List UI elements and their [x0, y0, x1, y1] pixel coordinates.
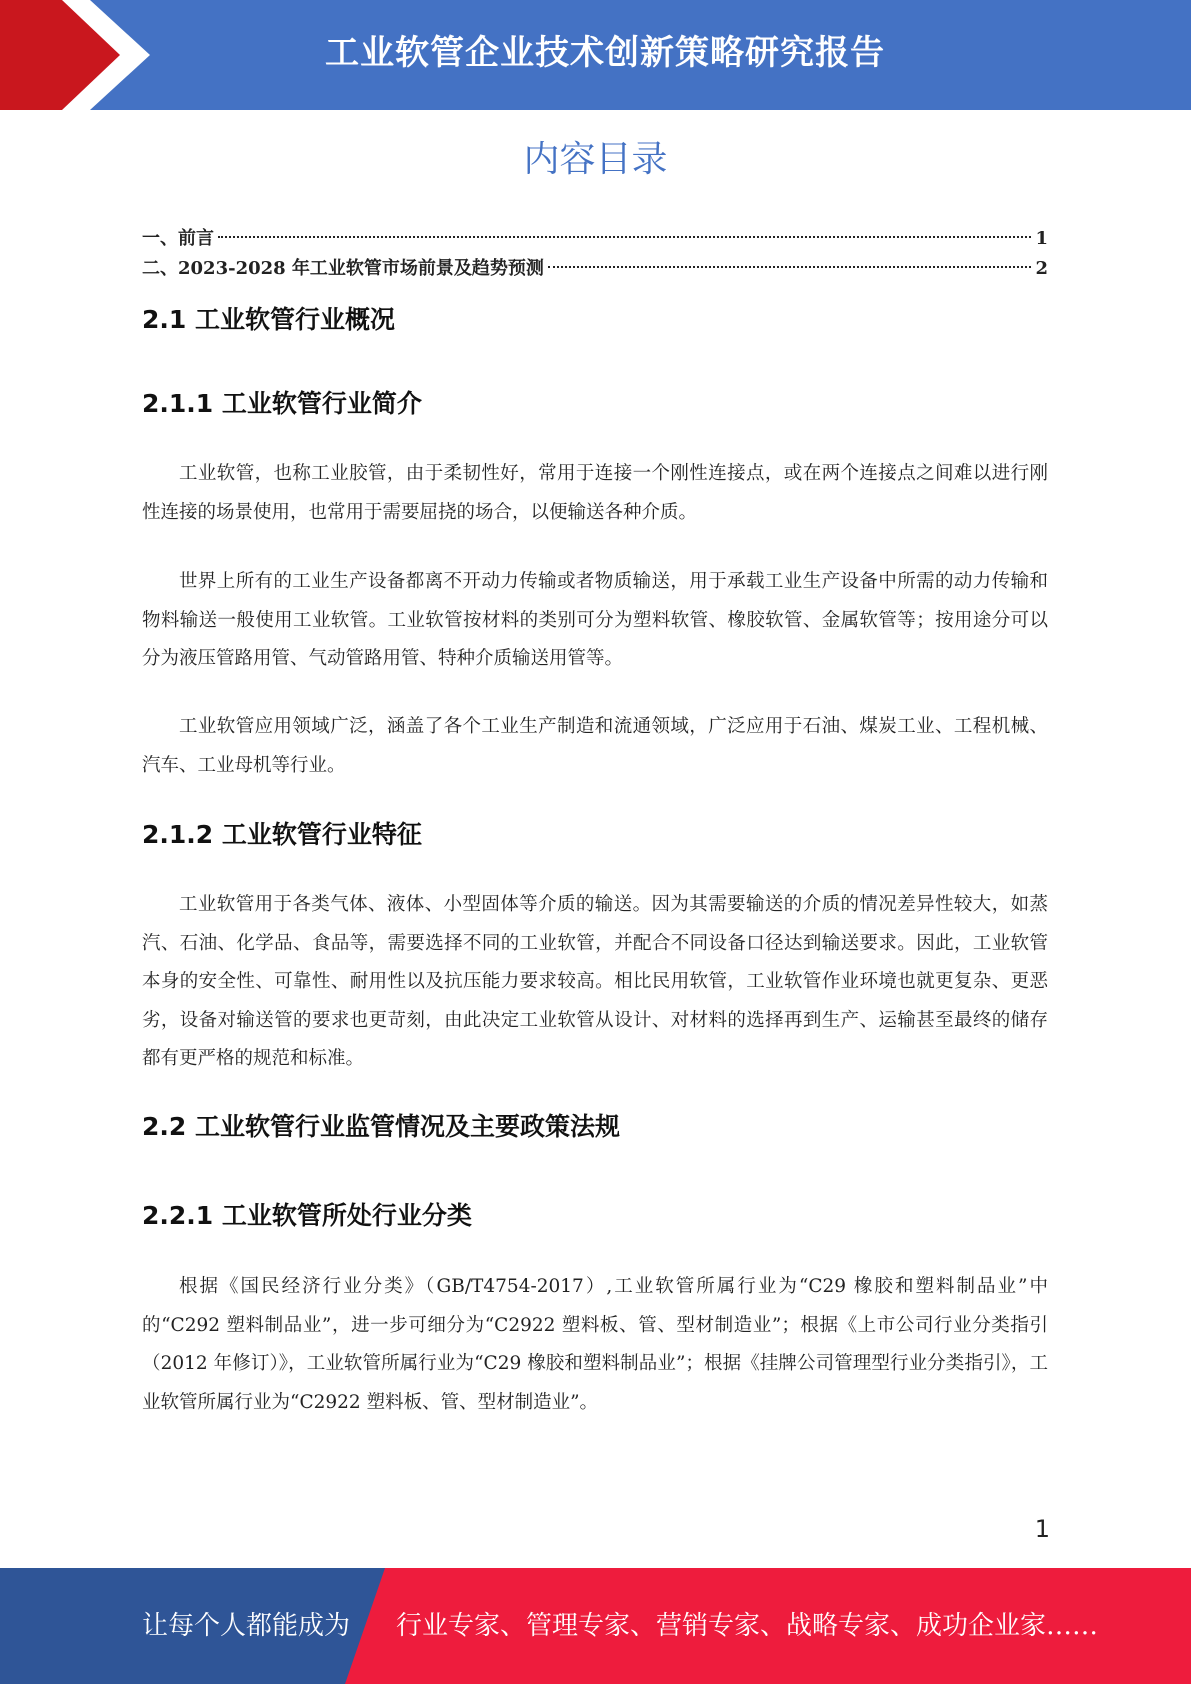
table-of-contents — [142, 224, 1048, 284]
toc-title: 内容目录 — [523, 139, 668, 180]
toc-dot-leader — [548, 266, 1032, 268]
footer-banner — [0, 1568, 1191, 1684]
footer-slogan-right: 行业专家、管理专家、营销专家、战略专家、成功企业家…… — [396, 1611, 1099, 1641]
paragraph: 工业软管用于各类气体、液体、小型固体等介质的输送。因为其需要输送的介质的情况差异性较大，如蒸汽、石油、化学品、食品等，需要选择不同的工业软管，并配合不同设备口径达到输送要求。因此，工业软管本身的安全性、可靠性、耐用性以及抗压能力要求较高。相比民用软管，工业软管作业环境也就更复杂、更恶劣，设备对输送管的要求也更苛刻，由此决定工业软管从设计、对材料的选择再到生产、运输甚至最终的储存都有更严格的规范和标准。 — [142, 894, 1048, 1069]
toc-entry-page: 2 — [1035, 258, 1048, 279]
paragraph: 根据《国民经济行业分类》（GB/T4754-2017）,工业软管所属行业为“C29 橡胶和塑料制品业”中的“C292 塑料制品业”，进一步可细分为“C2922 塑料板、管、型材制造业”；根据《上市公司行业分类指引（2012 年修订）》，工业软管所属行业为“C29 橡胶和塑料制品业”；根据《挂牌公司管理型行业分类指引》，工业软管所属行业为“C2922 塑料板、管、型材制造业”。 — [142, 1276, 1048, 1413]
toc-dot-leader — [218, 236, 1031, 238]
paragraph: 工业软管，也称工业胶管，由于柔韧性好，常用于连接一个刚性连接点，或在两个连接点之间难以进行刚性连接的场景使用，也常用于需要屈挠的场合，以便输送各种介质。 — [142, 463, 1048, 523]
footer-slogan-left: 让每个人都能成为 — [142, 1611, 351, 1641]
header-chevron-decoration — [0, 0, 160, 110]
header-bar — [0, 0, 1191, 110]
paragraph: 工业软管应用领域广泛，涵盖了各个工业生产制造和流通领域，广泛应用于石油、煤炭工业、工程机械、汽车、工业母机等行业。 — [142, 716, 1048, 776]
report-title: 工业软管企业技术创新策略研究报告 — [325, 33, 885, 73]
page-number: 1 — [1034, 1515, 1050, 1543]
section-heading-2-2: 2.2 工业软管行业监管情况及主要政策法规 — [142, 1112, 620, 1141]
section-heading-2-2-1: 2.2.1 工业软管所处行业分类 — [142, 1201, 472, 1230]
section-heading-2-1-2: 2.1.2 工业软管行业特征 — [142, 820, 422, 849]
toc-entry-label: 一、前言 — [142, 228, 214, 249]
toc-entry-label: 二、2023-2028 年工业软管市场前景及趋势预测 — [142, 258, 544, 279]
section-heading-2-1-1: 2.1.1 工业软管行业简介 — [142, 389, 422, 418]
toc-entry-page: 1 — [1035, 228, 1048, 249]
paragraph: 世界上所有的工业生产设备都离不开动力传输或者物质输送，用于承载工业生产设备中所需的动力传输和物料输送一般使用工业软管。工业软管按材料的类别可分为塑料软管、橡胶软管、金属软管等；按用途分可以分为液压管路用管、气动管路用管、特种介质输送用管等。 — [142, 571, 1048, 669]
section-heading-2-1: 2.1 工业软管行业概况 — [142, 305, 395, 334]
toc-entry-preface[interactable] — [142, 224, 1048, 254]
toc-entry-market-outlook[interactable] — [142, 254, 1048, 284]
